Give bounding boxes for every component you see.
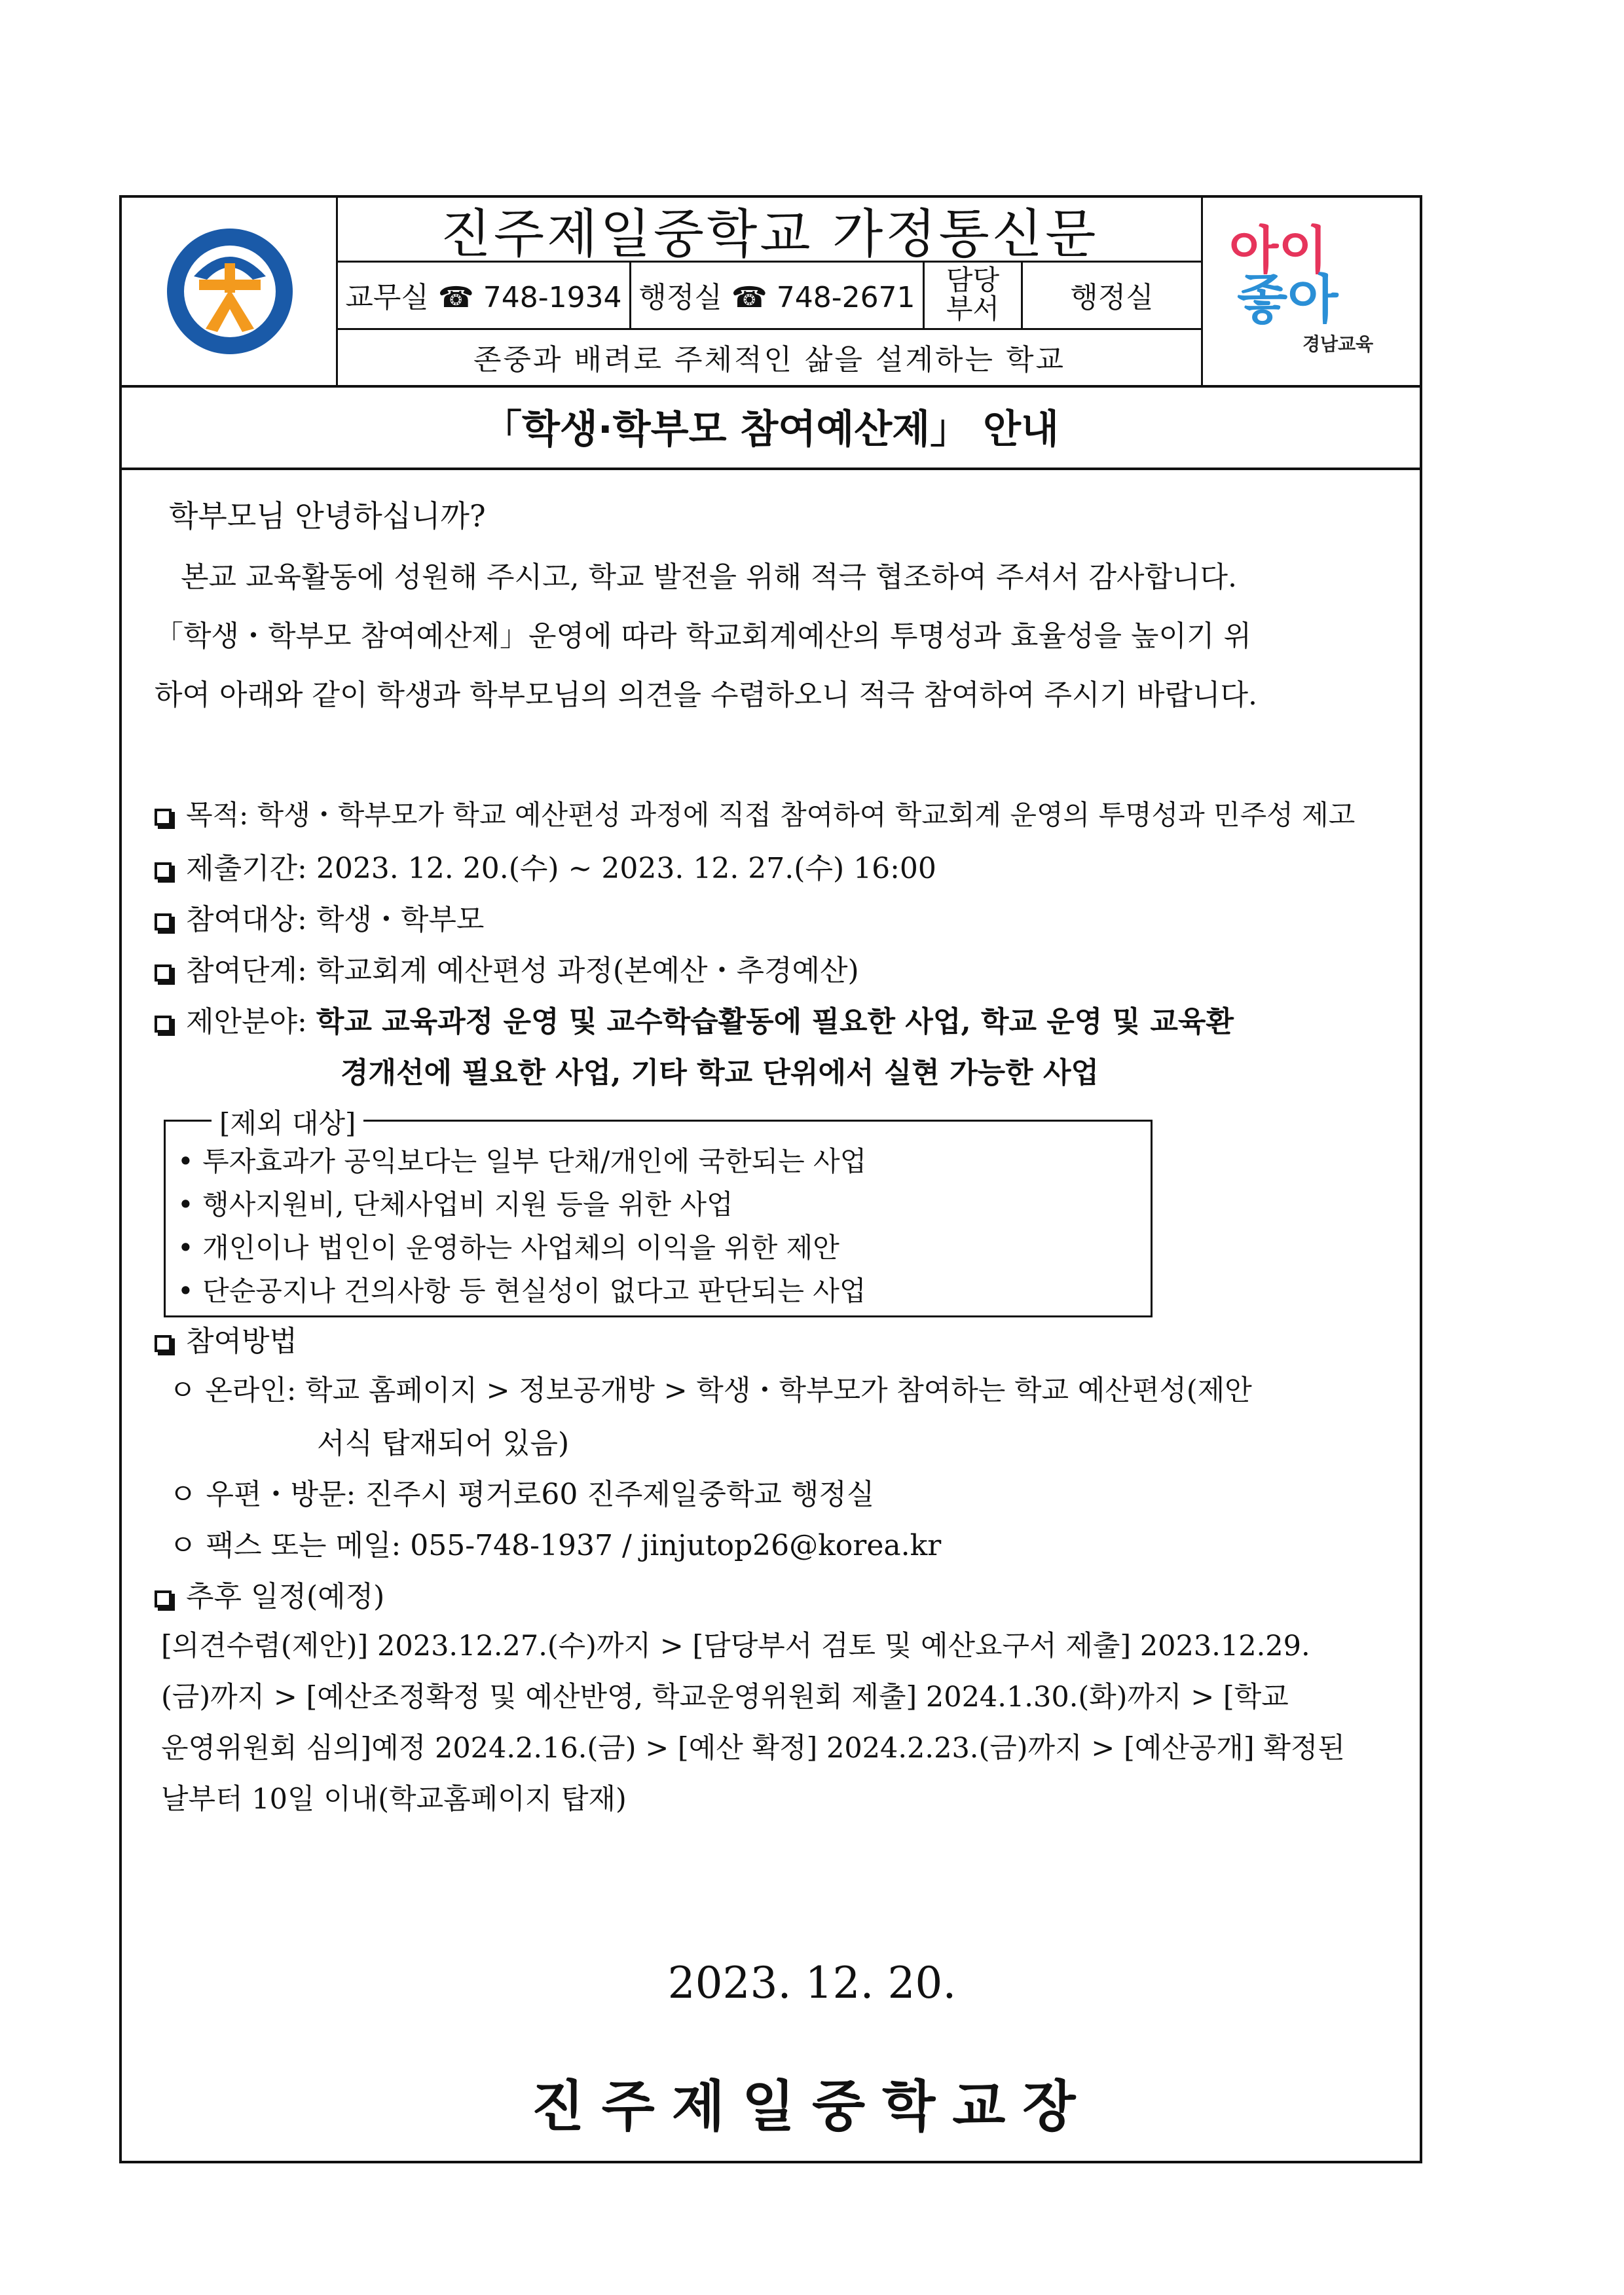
- item-purpose-text: 목적: 학생・학부모가 학교 예산편성 과정에 직접 참여하여 학교회계 운영의 투명성과 민주성 제고: [186, 799, 1356, 831]
- item-period-text: 제출기간: 2023. 12. 20.(수) ~ 2023. 12. 27.(수) 16:00: [186, 852, 936, 885]
- item-stage: [155, 947, 859, 989]
- item-field-line2: 경개선에 필요한 사업, 기타 학교 단위에서 실현 가능한 사업: [341, 1056, 1099, 1090]
- intro-line3: 하여 아래와 같이 학생과 학부모님의 의견을 수렴하오니 적극 참여하여 주시기 바랍니다.: [155, 678, 1257, 712]
- schedule-line1: [의견수렴(제안)] 2023.12.27.(수)까지 > [담당부서 검토 및 예산요구서 제출] 2023.12.29.: [161, 1630, 1310, 1662]
- item-field-line1: 학교 교육과정 운영 및 교수학습활동에 필요한 사업, 학교 운영 및 교육환: [316, 1005, 1234, 1038]
- schedule-line2: (금)까지 > [예산조정확정 및 예산반영, 학교운영위원회 제출] 2024.1.30.(화)까지 > [학교: [161, 1681, 1289, 1714]
- checkbox-bullet-icon: [155, 1590, 172, 1607]
- header-center: [338, 198, 1201, 385]
- issue-date: 2023. 12. 20.: [667, 1958, 957, 2008]
- edu-logo-caption: 경남교육: [1302, 333, 1374, 355]
- edu-logo-cell: [1201, 198, 1420, 385]
- office-phone: 교무실 ☎ 748-1934: [338, 261, 631, 328]
- schedule-line4: 날부터 10일 이내(학교홈페이지 탑재): [161, 1783, 627, 1816]
- edu-logo-line2: 좋아: [1237, 269, 1338, 330]
- item-field: [155, 998, 1234, 1040]
- notice-subject: 「학생·학부모 참여예산제」 안내: [122, 385, 1420, 470]
- item-target: [155, 896, 484, 938]
- schedule-heading-text: 추후 일정(예정): [186, 1580, 385, 1613]
- item-stage-text: 참여단계: 학교회계 예산편성 과정(본예산・추경예산): [186, 954, 859, 987]
- edu-logo: [1229, 221, 1399, 355]
- dept-value: 행정실: [1070, 280, 1154, 314]
- item-target-text: 참여대상: 학생・학부모: [186, 903, 485, 936]
- intro-line1: 본교 교육활동에 성원해 주시고, 학교 발전을 위해 적극 협조하여 주셔서 감사합니다.: [181, 560, 1237, 594]
- exclusion-title: [제외 대상]: [212, 1102, 363, 1141]
- checkbox-bullet-icon: [155, 964, 172, 982]
- exclusion-box: [164, 1107, 1153, 1317]
- greeting: 학부모님 안녕하십니까?: [169, 498, 486, 534]
- checkbox-bullet-icon: [155, 1335, 172, 1352]
- schedule-line3: 운영위원회 심의]예정 2024.2.16.(금) > [예산 확정] 2024.2.23.(금)까지 > [예산공개] 확정된: [161, 1732, 1345, 1765]
- method-online-line2: 서식 탑재되어 있음): [317, 1427, 570, 1460]
- dept-label-line1: 담당: [946, 263, 1000, 296]
- item-field-label: 제안분야:: [186, 1005, 316, 1038]
- header: [122, 198, 1420, 388]
- checkbox-bullet-icon: [155, 809, 172, 826]
- school-emblem-icon: [122, 198, 338, 385]
- checkbox-bullet-icon: [155, 862, 172, 879]
- dept-label-line2: 부서: [946, 292, 1000, 325]
- dept-label: [925, 261, 1023, 328]
- signer: 진주제일중학교장: [531, 2074, 1093, 2139]
- exclusion-item: • 단순공지나 건의사항 등 현실성이 없다고 판단되는 사업: [177, 1275, 866, 1307]
- checkbox-bullet-icon: [155, 1016, 172, 1033]
- exclusion-item: • 행사지원비, 단체사업비 지원 등을 위한 사업: [177, 1188, 733, 1221]
- school-motto: 존중과 배려로 주체적인 삶을 설계하는 학교: [473, 342, 1065, 376]
- exclusion-item: • 투자효과가 공익보다는 일부 단채/개인에 국한되는 사업: [177, 1145, 867, 1177]
- method-fax: ㅇ 팩스 또는 메일: 055-748-1937 / jinjutop26@korea.kr: [169, 1529, 942, 1562]
- item-purpose: [155, 794, 1355, 833]
- method-heading-text: 참여방법: [186, 1325, 298, 1358]
- intro-line2: 「학생・학부모 참여예산제」운영에 따라 학교회계예산의 투명성과 효율성을 높이기 위: [155, 619, 1252, 653]
- method-online-line1: ㅇ 온라인: 학교 홈페이지 > 정보공개방 > 학생・학부모가 참여하는 학교 예산편성(제안: [169, 1374, 1252, 1407]
- method-visit: ㅇ 우편・방문: 진주시 평거로60 진주제일중학교 행정실: [169, 1478, 875, 1511]
- school-emblem-cell: [122, 198, 338, 385]
- item-period: [155, 845, 936, 887]
- contact-row: [338, 261, 1201, 330]
- admin-phone: 행정실 ☎ 748-2671: [631, 261, 925, 328]
- checkbox-bullet-icon: [155, 913, 172, 930]
- exclusion-item: • 개인이나 법인이 운영하는 사업체의 이익을 위한 제안: [177, 1232, 840, 1264]
- document-title: 진주제일중학교 가정통신문: [338, 198, 1201, 263]
- method-heading: [155, 1317, 297, 1359]
- schedule-heading: [155, 1573, 384, 1615]
- edu-logo-line1: 아이: [1229, 221, 1328, 280]
